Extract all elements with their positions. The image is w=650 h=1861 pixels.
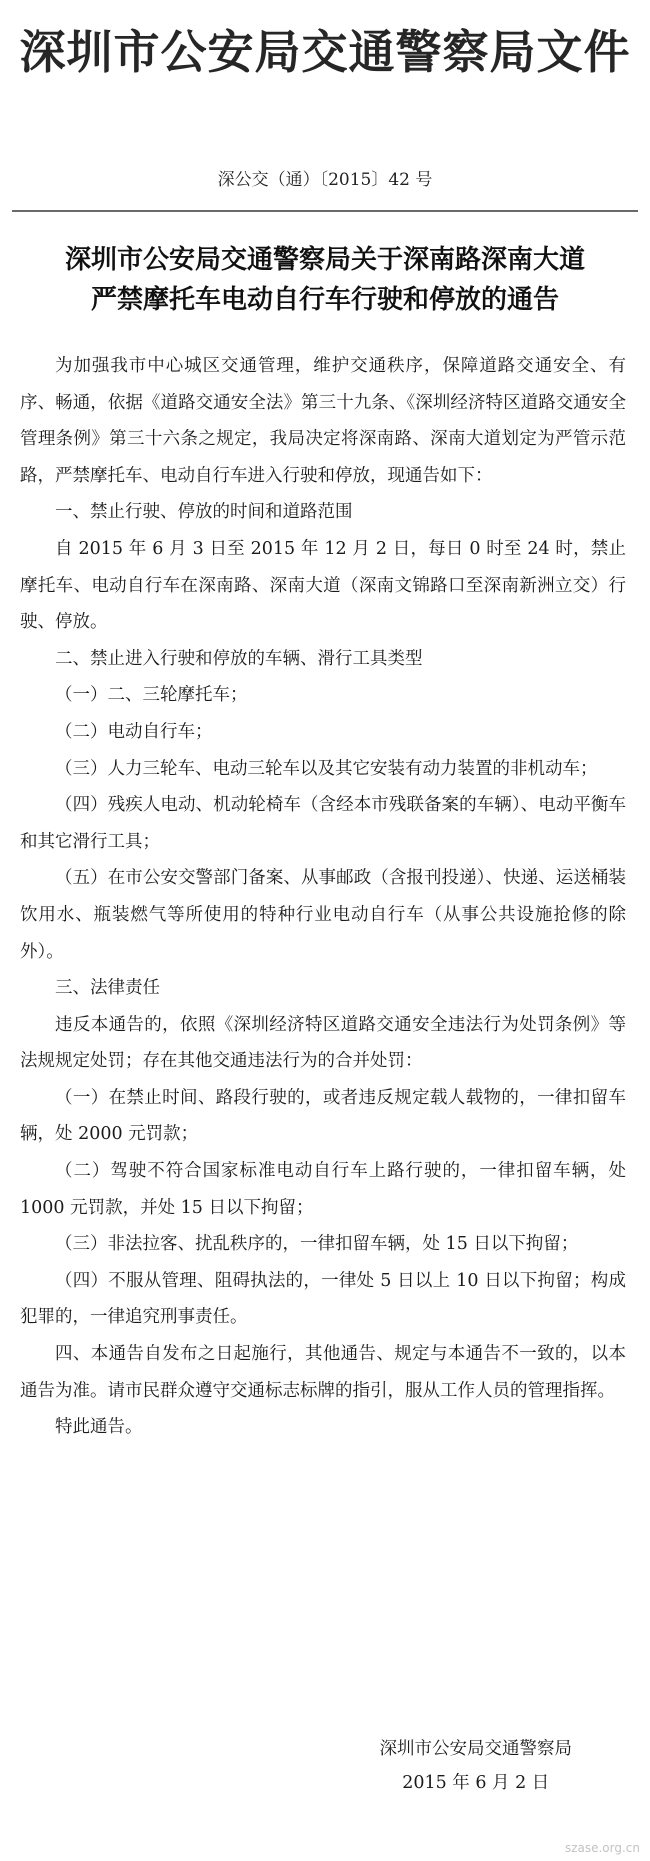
section-heading: 三、法律责任	[55, 978, 160, 999]
closing-line: 特此通告。	[55, 1417, 143, 1438]
list-item: （四）不服从管理、阻碍执法的，一律处 5 日以上 10 日以下拘留；构成犯罪的，一律追究刑事责任。	[20, 1270, 626, 1328]
body-paragraph: 为加强我市中心城区交通管理，维护交通秩序，保障道路交通安全、有序、畅通，依据《道路交通安全法》第三十九条、《深圳经济特区道路交通安全管理条例》第三十六条之规定，我局决定将深南路、深南大道划定为严管示范路，严禁摩托车、电动自行车进入行驶和停放，现通告如下：	[20, 356, 626, 486]
document-header-title: 深圳市公安局交通警察局文件	[19, 25, 631, 79]
signature-block	[380, 1732, 573, 1800]
notice-title	[20, 240, 630, 320]
list-item: （二）驾驶不符合国家标准电动自行车上路行驶的，一律扣留车辆，处 1000 元罚款，并处 15 日以下拘留；	[20, 1161, 626, 1218]
list-item: （一）在禁止时间、路段行驶的，或者违反规定载人载物的，一律扣留车辆，处 2000 元罚款；	[20, 1087, 626, 1145]
section-heading: 一、禁止行驶、停放的时间和道路范围	[55, 502, 353, 523]
list-item: （五）在市公安交警部门备案、从事邮政（含报刊投递）、快递、运送桶装饮用水、瓶装燃气等所使用的特种行业电动自行车（从事公共设施抢修的除外）。	[20, 868, 626, 962]
section-heading: 二、禁止进入行驶和停放的车辆、滑行工具类型	[55, 648, 423, 669]
document-number: 深公交（通）〔2015〕42 号	[217, 170, 433, 190]
list-item: （四）残疾人电动、机动轮椅车（含经本市残联备案的车辆）、电动平衡车和其它滑行工具；	[20, 795, 626, 852]
list-item: （二）电动自行车；	[55, 721, 213, 742]
list-item: （三）非法拉客、扰乱秩序的，一律扣留车辆，处 15 日以下拘留；	[55, 1234, 579, 1255]
list-item: （三）人力三轮车、电动三轮车以及其它安装有动力装置的非机动车；	[55, 758, 598, 779]
list-item: （一）二、三轮摩托车；	[55, 685, 248, 706]
issuer-name: 深圳市公安局交通警察局	[379, 1739, 572, 1759]
body-paragraph: 违反本通告的，依照《深圳经济特区道路交通安全违法行为处罚条例》等法规规定处罚；存在其他交通违法行为的合并处罚：	[20, 1014, 626, 1072]
issue-date: 2015 年 6 月 2 日	[402, 1773, 550, 1793]
site-watermark: szase.org.cn	[564, 1841, 640, 1855]
header-divider	[12, 210, 638, 212]
notice-title-line-2: 严禁摩托车电动自行车行驶和停放的通告	[90, 285, 559, 315]
notice-title-line-1: 深圳市公安局交通警察局关于深南路深南大道	[64, 245, 585, 275]
body-paragraph: 四、本通告自发布之日起施行，其他通告、规定与本通告不一致的，以本通告为准。请市民群众遵守交通标志标牌的指引，服从工作人员的管理指挥。	[20, 1344, 626, 1401]
notice-body	[20, 348, 626, 1446]
body-paragraph: 自 2015 年 6 月 3 日至 2015 年 12 月 2 日，每日 0 时至 24 时，禁止摩托车、电动自行车在深南路、深南大道（深南文锦路口至深南新洲立交）行驶、停放。	[20, 538, 626, 633]
